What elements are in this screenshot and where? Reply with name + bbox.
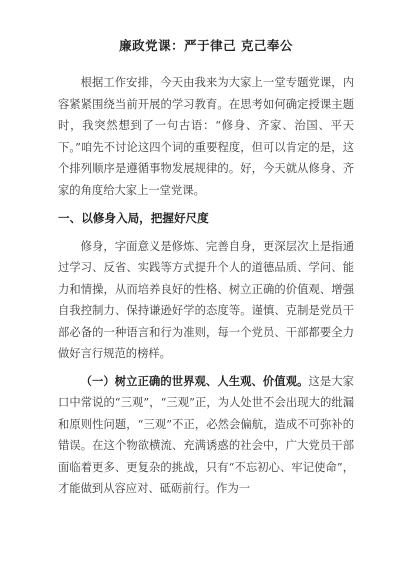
document-title: 廉政党课：严于律己 克己奉公: [119, 38, 293, 53]
intro-paragraph: 根据工作安排，今天由我来为大家上一堂专题党课，内容紧紧围绕当前开展的学习教育。在思考如何确定授课主题时，我突然想到了一句古语：“修身、齐家、治国、平天下。”咱先不讨论这四个词的重要程度，但可以肯定的是，这个排列顺序是遵循事物发展规律的。好，今天就从修身、齐家的角度给大家上一堂党课。: [58, 76, 354, 197]
subsection-one-heading: （一）树立正确的世界观、人生观、价值观。: [80, 373, 309, 388]
section-one-heading: 一、以修身入局，把握好尺度: [58, 211, 209, 225]
section-one-paragraph: 修身，字面意义是修炼、完善自身，更深层次上是指通过学习、反省、实践等方式提升个人的道德品质、学问、能力和情操，从而培养良好的性格、树立正确的价值观、增强自我控制力、保持谦逊好学的态度等。谨慎、克制是党员干部必备的一种语言和行为准则，每一个党员、干部都要全力做好言行规范的榜样。: [58, 239, 354, 360]
subsection-one-body: 这是大家口中常说的“三观”，“三观”正，为人处世不会出现大的纰漏和原则性问题，“三观”不正，必然会偏航，造成不可弥补的错误。在这个物欲横流、充满诱惑的社会中，广大党员干部面临着更多、更复杂的挑战，只有“不忘初心、牢记使命”，才能做到从容应对、砥砺前行。作为一: [58, 374, 354, 495]
subsection-one-paragraph: [58, 371, 354, 500]
